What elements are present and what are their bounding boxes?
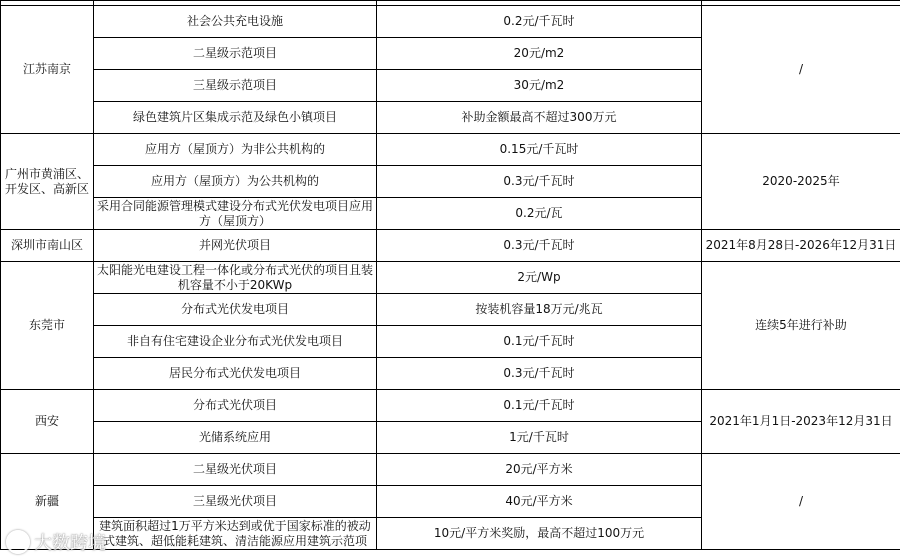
- table-row: [1, 262, 900, 294]
- watermark-logo-icon: [6, 530, 30, 554]
- standard-cell: 0.3元/千瓦时: [377, 230, 702, 262]
- item-cell: 光储系统应用: [94, 422, 377, 454]
- standard-cell: 0.3元/千瓦时: [377, 166, 702, 198]
- item-cell: 绿色建筑片区集成示范及绿色小镇项目: [94, 102, 377, 134]
- region-cell: 江苏南京: [1, 6, 94, 134]
- standard-cell: 20元/m2: [377, 38, 702, 70]
- item-cell: 分布式光伏发电项目: [94, 294, 377, 326]
- period-cell: 2021年8月28日-2026年12月31日: [702, 230, 900, 262]
- item-cell: 太阳能光电建设工程一体化或分布式光伏的项目且装机容量不小于20KWp: [94, 262, 377, 294]
- region-cell: 广州市黄浦区、开发区、高新区: [1, 134, 94, 230]
- standard-cell: 20元/平方米: [377, 454, 702, 486]
- watermark: [6, 529, 106, 555]
- table-row: [1, 454, 900, 486]
- item-cell: 居民分布式光伏发电项目: [94, 358, 377, 390]
- region-cell: 西安: [1, 390, 94, 454]
- table-row: [1, 6, 900, 38]
- item-cell: 应用方（屋顶方）为非公共机构的: [94, 134, 377, 166]
- standard-cell: 按装机容量18万元/兆瓦: [377, 294, 702, 326]
- table-row: [1, 134, 900, 166]
- item-cell: 非自有住宅建设企业分布式光伏发电项目: [94, 326, 377, 358]
- standard-cell: 0.1元/千瓦时: [377, 326, 702, 358]
- standard-cell: 0.3元/千瓦时: [377, 358, 702, 390]
- standard-cell: 2元/Wp: [377, 262, 702, 294]
- standard-cell: 0.2元/瓦: [377, 198, 702, 230]
- item-cell: 三星级示范项目: [94, 70, 377, 102]
- period-cell: /: [702, 454, 900, 550]
- item-cell: 三星级光伏项目: [94, 486, 377, 518]
- standard-cell: 0.2元/千瓦时: [377, 6, 702, 38]
- standard-cell: 1元/千瓦时: [377, 422, 702, 454]
- region-cell: 新疆: [1, 454, 94, 550]
- period-cell: /: [702, 6, 900, 134]
- table-row: [1, 230, 900, 262]
- standard-cell: 40元/平方米: [377, 486, 702, 518]
- item-cell: 并网光伏项目: [94, 230, 377, 262]
- item-cell: 二星级示范项目: [94, 38, 377, 70]
- period-cell: 2021年1月1日-2023年12月31日: [702, 390, 900, 454]
- period-cell: 2020-2025年: [702, 134, 900, 230]
- watermark-text: 大数跨境: [34, 533, 106, 554]
- standard-cell: 30元/m2: [377, 70, 702, 102]
- standard-cell: 0.1元/千瓦时: [377, 390, 702, 422]
- item-cell: 社会公共充电设施: [94, 6, 377, 38]
- item-cell: 建筑面积超过1万平方米达到或优于国家标准的被动式建筑、超低能耗建筑、清洁能源应用建筑示范项: [94, 518, 377, 550]
- standard-cell: 10元/平方米奖励，最高不超过100万元: [377, 518, 702, 550]
- item-cell: 分布式光伏项目: [94, 390, 377, 422]
- table-row: [1, 390, 900, 422]
- period-cell: 连续5年进行补助: [702, 262, 900, 390]
- standard-cell: 0.15元/千瓦时: [377, 134, 702, 166]
- standard-cell: 补助金额最高不超过300万元: [377, 102, 702, 134]
- item-cell: 应用方（屋顶方）为公共机构的: [94, 166, 377, 198]
- region-cell: 深圳市南山区: [1, 230, 94, 262]
- item-cell: 二星级光伏项目: [94, 454, 377, 486]
- region-cell: 东莞市: [1, 262, 94, 390]
- item-cell: 采用合同能源管理模式建设分布式光伏发电项目应用方（屋顶方）: [94, 198, 377, 230]
